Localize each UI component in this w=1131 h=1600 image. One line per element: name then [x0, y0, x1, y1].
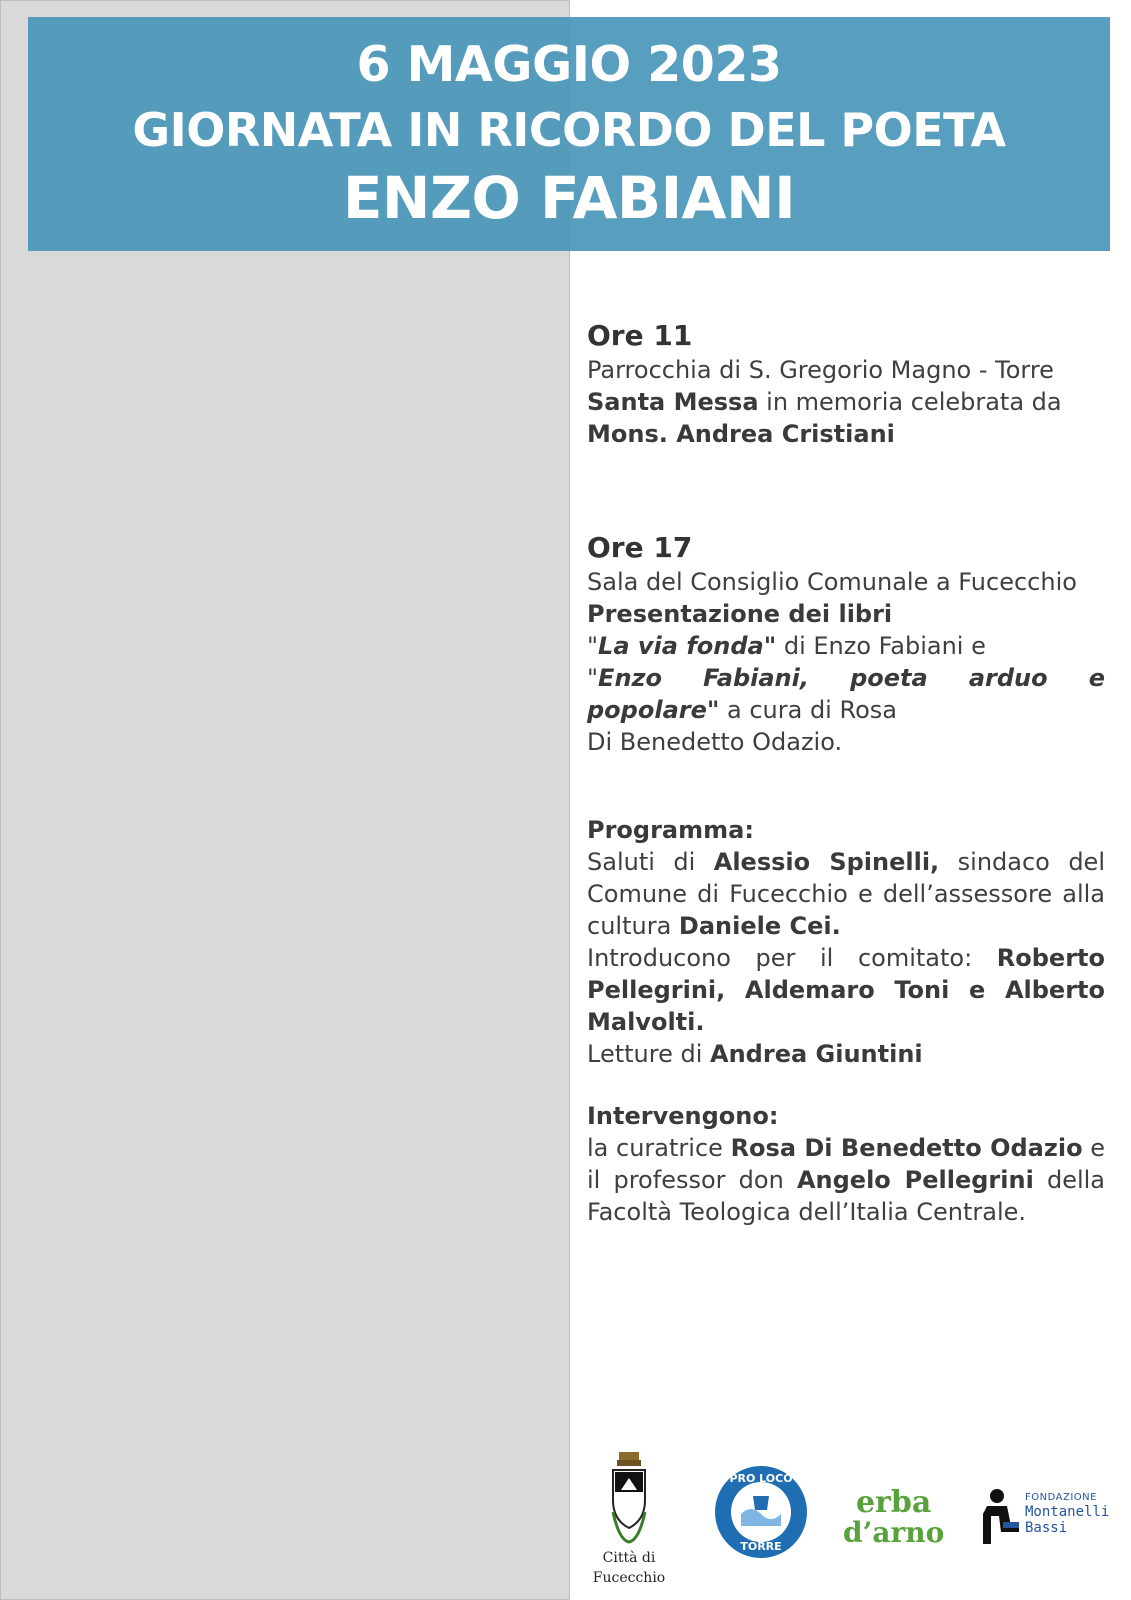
- morning-event: [587, 386, 1105, 450]
- book-two-editor-name: Di Benedetto Odazio.: [587, 728, 843, 756]
- quote-mark: ": [587, 632, 599, 660]
- quote-mark: ": [587, 664, 599, 692]
- event-subtitle: GIORNATA IN RICORDO DEL POETA: [132, 103, 1006, 157]
- afternoon-time: Ore 17: [587, 531, 693, 564]
- morning-time: Ore 11: [587, 319, 693, 352]
- mayor-name: Alessio Spinelli,: [713, 848, 940, 876]
- books-title: Presentazione dei libri: [587, 600, 893, 628]
- poet-name: ENZO FABIANI: [342, 164, 796, 232]
- programma-heading: Programma:: [587, 816, 754, 844]
- book-two-editor: a cura di Rosa: [719, 696, 897, 724]
- fondazione-montanelli-logo: [981, 1486, 1111, 1556]
- saluti-middle: sindaco del Comune di Fucecchio e dell’assessore alla cultura: [587, 848, 1105, 940]
- mass-label: Santa Messa: [587, 388, 759, 416]
- fondazione-silhouette-icon: [981, 1486, 1023, 1548]
- letture-text: [587, 1038, 1105, 1070]
- erba-line2: d’arno: [843, 1516, 945, 1549]
- erba-darno-logo: [843, 1485, 945, 1549]
- title-banner: [28, 17, 1110, 251]
- mass-text: in memoria celebrata da: [758, 388, 1062, 416]
- celebrant-name: Mons. Andrea Cristiani: [587, 420, 895, 448]
- book-one-title: La via fonda": [598, 632, 777, 660]
- interventi-text: [587, 1132, 1105, 1228]
- interventi-part: la curatrice: [587, 1134, 731, 1162]
- sponsor-logos: [588, 1450, 1108, 1590]
- comune-line1: Città di: [602, 1550, 656, 1566]
- committee-names: Roberto Pellegrini, Aldemaro Toni e Alberto Malvolti.: [587, 944, 1105, 1036]
- morning-place: Parrocchia di S. Gregorio Magno - Torre: [587, 356, 1054, 384]
- crest-icon: [609, 1450, 649, 1546]
- book-one: [587, 630, 1105, 662]
- book-two-title: Enzo Fabiani, poeta arduo e popolare": [587, 664, 1105, 724]
- comune-line2: Fucecchio: [592, 1570, 666, 1586]
- intro-prefix: Introducono per il comitato:: [587, 944, 997, 972]
- curator-name: Rosa Di Benedetto Odazio: [730, 1134, 1083, 1162]
- fondazione-line1: Montanelli: [1025, 1504, 1110, 1520]
- event-date: 6 MAGGIO 2023: [356, 36, 782, 93]
- interventi-part: della Facoltà Teologica dell’Italia Centrale.: [587, 1166, 1106, 1226]
- program-text: [587, 318, 1105, 1228]
- letture-prefix: Letture di: [587, 1040, 711, 1068]
- book-one-author: di Enzo Fabiani e: [776, 632, 986, 660]
- introduzione-text: [587, 942, 1105, 1038]
- assessor-name: Daniele Cei.: [678, 912, 841, 940]
- reader-name: Andrea Giuntini: [710, 1040, 923, 1068]
- interventi-heading: Intervengono:: [587, 1102, 779, 1130]
- afternoon-place: Sala del Consiglio Comunale a Fucecchio: [587, 568, 1077, 596]
- pro-loco-top-text: PRO LOCO: [729, 1472, 793, 1485]
- professor-name: Angelo Pellegrini: [796, 1166, 1034, 1194]
- erba-line1: erba: [855, 1485, 932, 1520]
- pro-loco-bottom-text: TORRE: [740, 1540, 782, 1553]
- pro-loco-torre-logo: [713, 1464, 809, 1564]
- book-two: [587, 662, 1105, 726]
- saluti-text: [587, 846, 1105, 942]
- comune-fucecchio-logo: [588, 1450, 670, 1590]
- fondazione-small-text: FONDAZIONE: [1025, 1492, 1097, 1503]
- saluti-prefix: Saluti di: [587, 848, 714, 876]
- interventi-part: e il professor don: [587, 1134, 1105, 1194]
- fondazione-line2: Bassi: [1025, 1520, 1068, 1536]
